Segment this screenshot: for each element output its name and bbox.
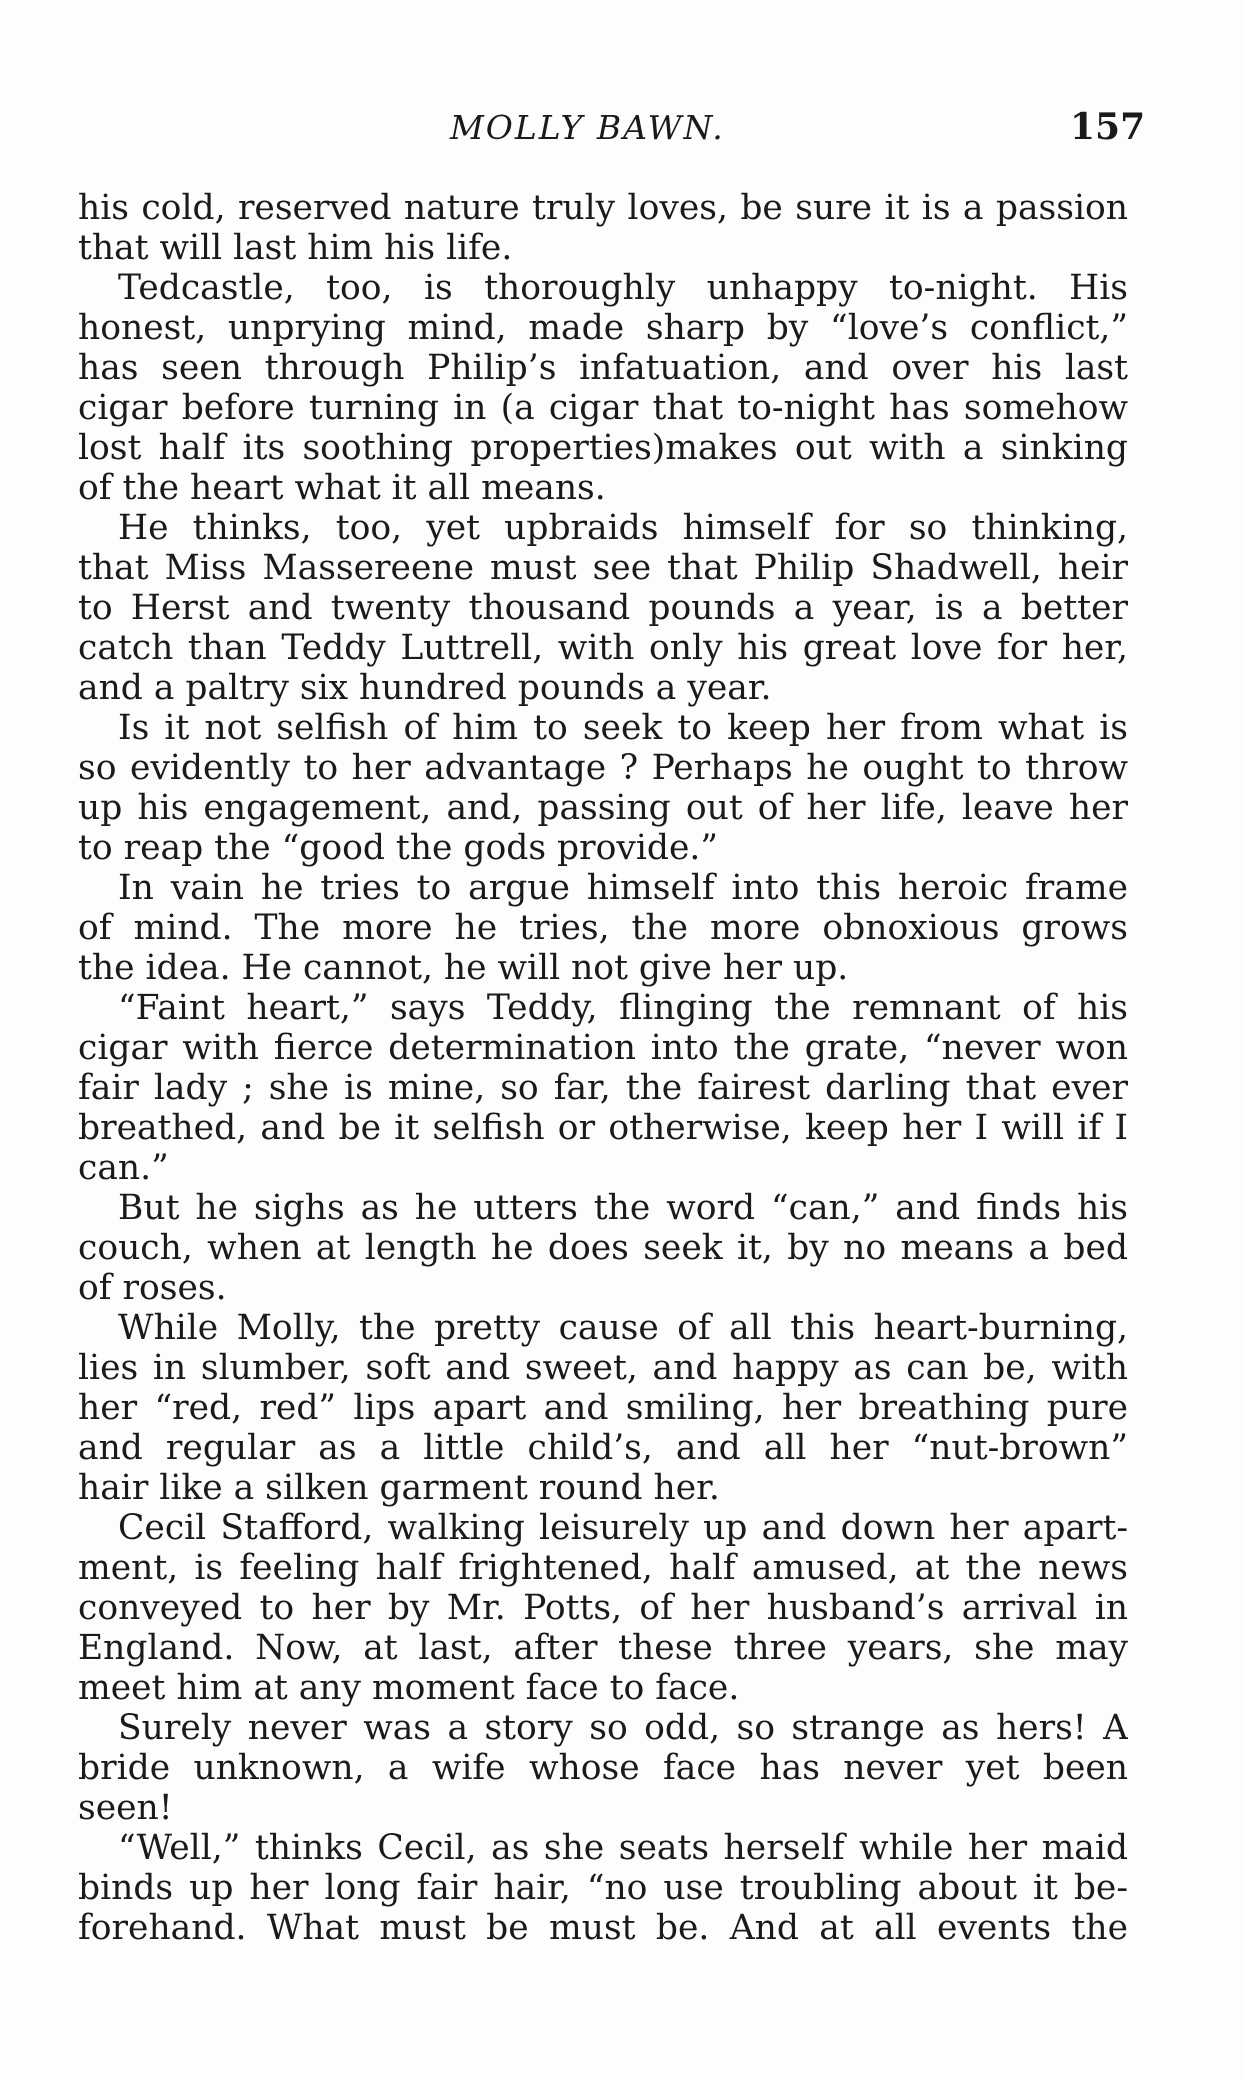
text-line: seen! xyxy=(78,1788,173,1828)
text-line: “Faint heart,” says Teddy, flinging the remnant of his xyxy=(118,988,1128,1028)
body-text xyxy=(78,188,1128,1948)
text-line: In vain he tries to argue himself into this heroic frame xyxy=(118,868,1128,908)
text-line: He thinks, too, yet upbraids himself for so thinking, xyxy=(118,508,1128,548)
text-line: up his engagement, and, passing out of her life, leave her xyxy=(78,788,1128,828)
text-line: Surely never was a story so odd, so strange as hers! A xyxy=(118,1708,1128,1748)
text-line: couch, when at length he does seek it, by no means a bed xyxy=(78,1228,1128,1268)
text-line: catch than Teddy Luttrell, with only his great love for her, xyxy=(78,628,1128,668)
text-line: that will last him his life. xyxy=(78,228,513,268)
page-header xyxy=(0,108,1244,152)
text-line: “Well,” thinks Cecil, as she seats herself while her maid xyxy=(118,1828,1128,1868)
text-line: of the heart what it all means. xyxy=(78,468,606,508)
text-line: of mind. The more he tries, the more obnoxious grows xyxy=(78,908,1128,948)
text-line: his cold, reserved nature truly loves, be sure it is a passion xyxy=(78,188,1128,228)
text-line: England. Now, at last, after these three years, she may xyxy=(78,1628,1128,1668)
text-line: ment, is feeling half frightened, half amused, at the news xyxy=(78,1548,1128,1588)
text-line: of roses. xyxy=(78,1268,227,1308)
text-line: cigar before turning in (a cigar that to-night has somehow xyxy=(78,388,1128,428)
text-line: Tedcastle, too, is thoroughly unhappy to-night. His xyxy=(118,268,1128,308)
text-line: Is it not selfish of him to seek to keep her from what is xyxy=(118,708,1128,748)
text-line: hair like a silken garment round her. xyxy=(78,1468,720,1508)
text-line: that Miss Massereene must see that Philip Shadwell, heir xyxy=(78,548,1128,588)
text-line: the idea. He cannot, he will not give her up. xyxy=(78,948,849,988)
page-number: 157 xyxy=(1070,106,1146,148)
text-line: But he sighs as he utters the word “can,” and finds his xyxy=(118,1188,1128,1228)
text-line: bride unknown, a wife whose face has never yet been xyxy=(78,1748,1128,1788)
text-line: fair lady ; she is mine, so far, the fairest darling that ever xyxy=(78,1068,1128,1108)
text-line: meet him at any moment face to face. xyxy=(78,1668,740,1708)
text-line: to Herst and twenty thousand pounds a year, is a better xyxy=(78,588,1128,628)
text-line: lies in slumber, soft and sweet, and happy as can be, with xyxy=(78,1348,1128,1388)
text-line: cigar with fierce determination into the grate, “never won xyxy=(78,1028,1128,1068)
text-line: breathed, and be it selfish or otherwise, keep her I will if I xyxy=(78,1108,1128,1148)
text-line: and regular as a little child’s, and all her “nut-brown” xyxy=(78,1428,1128,1468)
text-line: and a paltry six hundred pounds a year. xyxy=(78,668,772,708)
text-line: binds up her long fair hair, “no use troubling about it be- xyxy=(78,1868,1128,1908)
text-line: honest, unprying mind, made sharp by “love’s conflict,” xyxy=(78,308,1128,348)
text-line: so evidently to her advantage ? Perhaps he ought to throw xyxy=(78,748,1128,788)
text-line: has seen through Philip’s infatuation, and over his last xyxy=(78,348,1128,388)
running-title: MOLLY BAWN. xyxy=(450,108,725,147)
text-line: While Molly, the pretty cause of all this heart-burning, xyxy=(118,1308,1128,1348)
text-line: Cecil Stafford, walking leisurely up and down her apart- xyxy=(118,1508,1128,1548)
text-line: to reap the “good the gods provide.” xyxy=(78,828,718,868)
text-line: conveyed to her by Mr. Potts, of her husband’s arrival in xyxy=(78,1588,1128,1628)
text-line: lost half its soothing properties)makes out with a sinking xyxy=(78,428,1128,468)
text-line: can.” xyxy=(78,1148,169,1188)
text-line: her “red, red” lips apart and smiling, her breathing pure xyxy=(78,1388,1128,1428)
text-line: forehand. What must be must be. And at all events the xyxy=(78,1908,1128,1948)
